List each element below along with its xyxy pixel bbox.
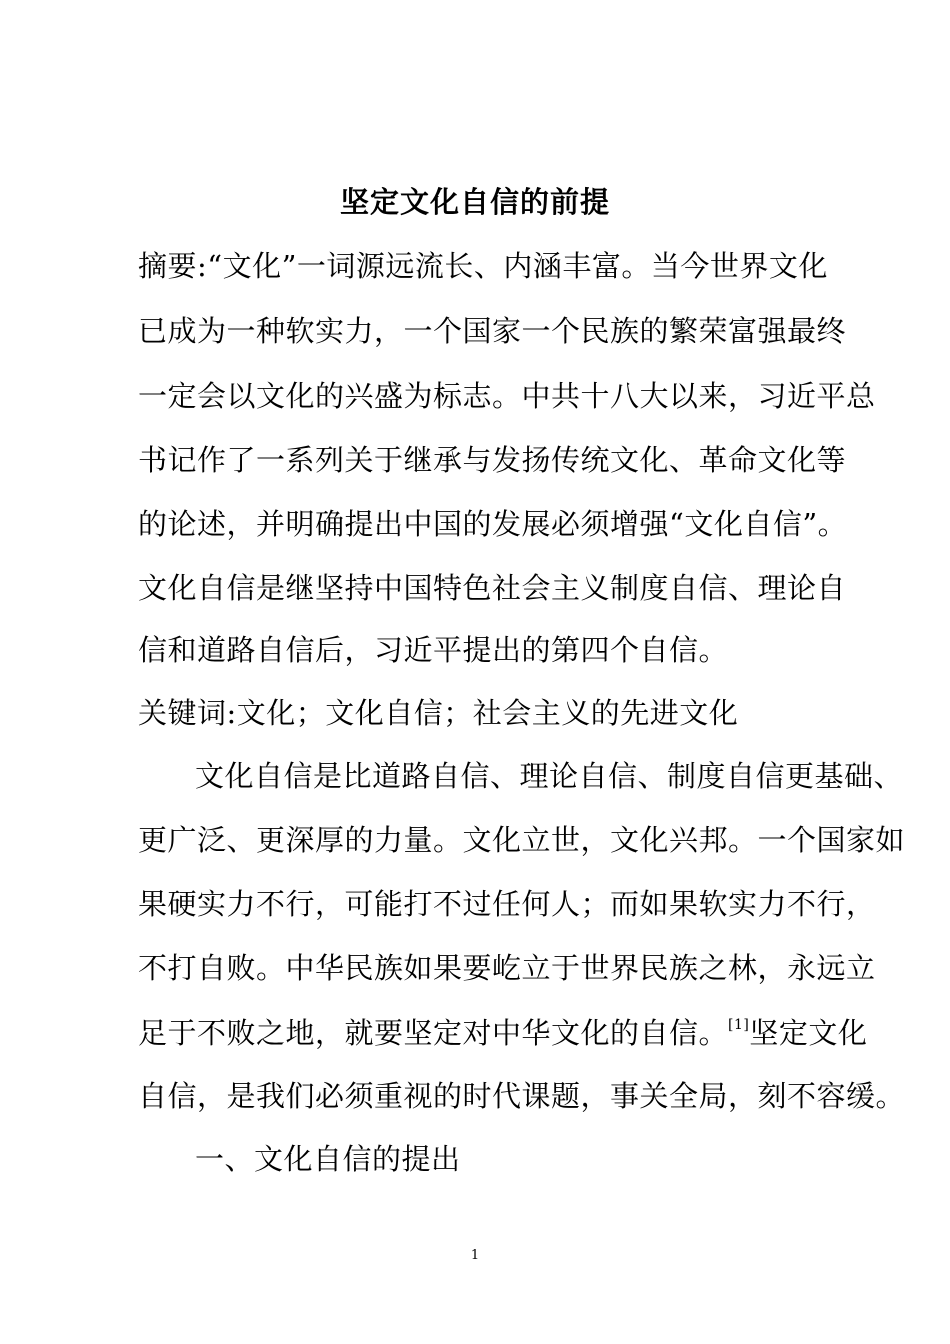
abstract-line: 已成为一种软实力，一个国家一个民族的繁荣富强最终 xyxy=(138,314,847,348)
section-heading: 一、文化自信的提出 xyxy=(195,1142,461,1176)
body-line: 文化自信是比道路自信、理论自信、制度自信更基础、 xyxy=(195,759,904,793)
document-title: 坚定文化自信的前提 xyxy=(339,185,610,219)
abstract-line: 一定会以文化的兴盛为标志。中共十八大以来，习近平总 xyxy=(138,379,876,413)
abstract-line: 文化自信是继坚持中国特色社会主义制度自信、理论自 xyxy=(138,571,847,605)
body-line: 不打自败。中华民族如果要屹立于世界民族之林，永远立 xyxy=(138,951,876,985)
keywords-line: 关键词:文化；文化自信；社会主义的先进文化 xyxy=(138,696,739,730)
body-line: 更广泛、更深厚的力量。文化立世，文化兴邦。一个国家如 xyxy=(138,823,906,857)
body-text: 坚定文化 xyxy=(749,1016,868,1050)
abstract-line: 书记作了一系列关于继承与发扬传统文化、革命文化等 xyxy=(138,443,847,477)
citation-superscript: [1] xyxy=(728,1017,750,1033)
abstract-line: 信和道路自信后，习近平提出的第四个自信。 xyxy=(138,633,729,667)
abstract-line: 的论述，并明确提出中国的发展必须增强“文化自信”。 xyxy=(138,507,848,541)
body-line-with-citation xyxy=(138,1013,867,1053)
body-text: 足于不败之地，就要坚定对中华文化的自信。 xyxy=(138,1016,729,1050)
page-number: 1 xyxy=(470,1248,480,1263)
body-line: 果硬实力不行，可能打不过任何人；而如果软实力不行， xyxy=(138,887,876,921)
body-line: 自信，是我们必须重视的时代课题，事关全局，刻不容缓。 xyxy=(138,1079,906,1113)
abstract-line: 摘要:“文化”一词源远流长、内涵丰富。当今世界文化 xyxy=(138,249,828,283)
